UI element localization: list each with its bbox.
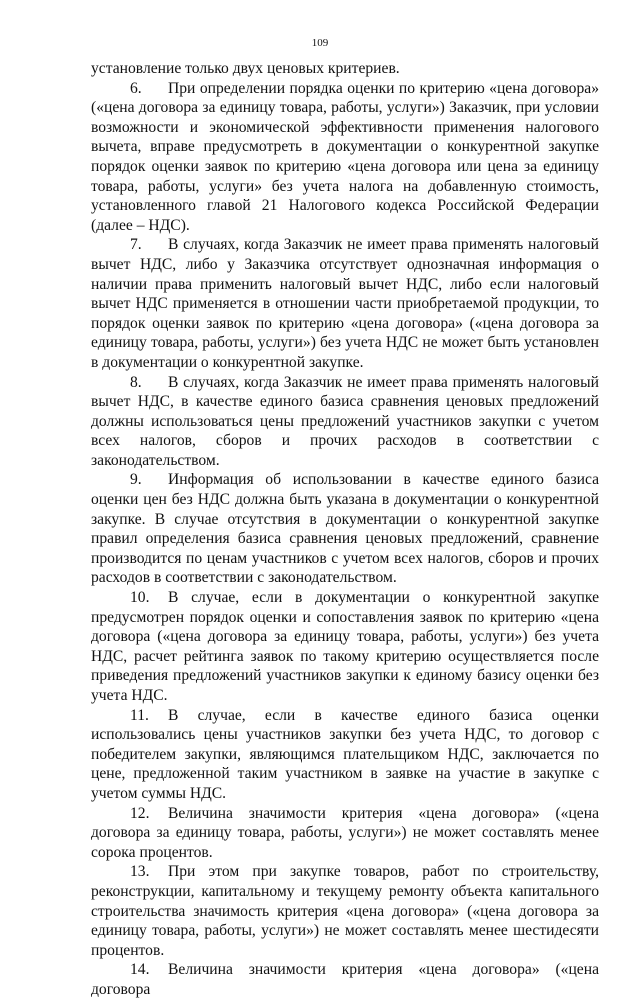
paragraph-text: установление только двух ценовых критериев. [91, 60, 400, 77]
numbered-paragraph-8 [91, 373, 599, 471]
numbered-paragraph-12 [91, 804, 599, 863]
document-body [91, 59, 599, 1000]
paragraph-text: При этом при закупке товаров, работ по строительству, реконструкции, капитальному и текущему ремонту объекта капитального строительства значимость критерия «цена договора» («цена договора за единицу товара, работы, услуги») не может составлять менее шестидесяти процентов. [91, 863, 599, 959]
paragraph-text: В случае, если в качестве единого базиса оценки использовались цены участников закупки без учета НДС, то договор с победителем закупки, являющимся плательщиком НДС, заключается по цене, предложенной таким участником в заявке на участие в закупке с учетом суммы НДС. [91, 706, 599, 802]
paragraph-text: Величина значимости критерия «цена договора» («цена договора за единицу товара, работы, услуги») не может составлять менее сорока процентов. [91, 804, 599, 861]
numbered-paragraph-9 [91, 470, 599, 588]
paragraph-number: 8. [130, 373, 142, 391]
paragraph-number: 11. [130, 706, 149, 724]
paragraph-text: В случае, если в документации о конкурентной закупке предусмотрен порядок оценки и сопоставления заявок по критерию «цена договора («цена договора за единицу товара, работы, услуги») без учета НДС, расчет рейтинга заявок по такому критерию осуществляется после приведения предложений участников закупки к единому базису оценки без учета НДС. [91, 589, 599, 704]
numbered-paragraph-6 [91, 79, 599, 236]
numbered-paragraph-14 [91, 960, 599, 999]
paragraph-text: Величина значимости критерия «цена договора» («цена договора [91, 961, 599, 998]
paragraph-number: 6. [130, 79, 142, 97]
paragraph-number: 7. [130, 236, 142, 254]
numbered-paragraph-7 [91, 235, 599, 372]
paragraph-number: 13. [130, 863, 150, 881]
numbered-paragraph-10 [91, 588, 599, 706]
numbered-paragraph-11 [91, 706, 599, 804]
paragraph-number: 10. [130, 589, 150, 607]
page-number: 109 [311, 37, 329, 49]
paragraph-continuation [91, 59, 599, 79]
paragraph-number: 12. [130, 804, 150, 822]
paragraph-text: Информация об использовании в качестве единого базиса оценки цен без НДС должна быть указана в документации о конкурентной закупке. В случае отсутствия в документации о конкурентной закупке правил определения базиса сравнения ценовых предложений, сравнение производится по ценам участников с учетом всех налогов, сборов и прочих расходов в соответствии с законодательством. [91, 471, 599, 587]
paragraph-number: 14. [130, 961, 150, 979]
paragraph-number: 9. [130, 471, 142, 489]
numbered-paragraph-13 [91, 862, 599, 960]
paragraph-text: При определении порядка оценки по критерию «цена договора» («цена договора за единицу товара, работы, услуги») Заказчик, при условии возможности и экономической эффективности применения налогового вычета, вправе предусмотреть в документации о конкурентной закупке порядок оценки заявок по критерию «цена договора или цена за единицу товара, работы, услуги» без учета налога на добавленную стоимость, установленного главой 21 Налогового кодекса Российской Федерации (далее – НДС). [91, 79, 599, 234]
paragraph-text: В случаях, когда Заказчик не имеет права применять налоговый вычет НДС, либо у Заказчика отсутствует однозначная информация о наличии права применить налоговый вычет НДС, либо если налоговый вычет НДС применяется в отношении части приобретаемой продукции, то порядок оценки заявок по критерию «цена договора» («цена договора за единицу товара, работы, услуги») без учета НДС не может быть установлен в документации о конкурентной закупке. [91, 236, 599, 371]
paragraph-text: В случаях, когда Заказчик не имеет права применять налоговый вычет НДС, в качестве единого базиса сравнения ценовых предложений должны использоваться цены предложений участников закупки с учетом всех налогов, сборов и прочих расходов в соответствии с законодательством. [91, 373, 599, 469]
